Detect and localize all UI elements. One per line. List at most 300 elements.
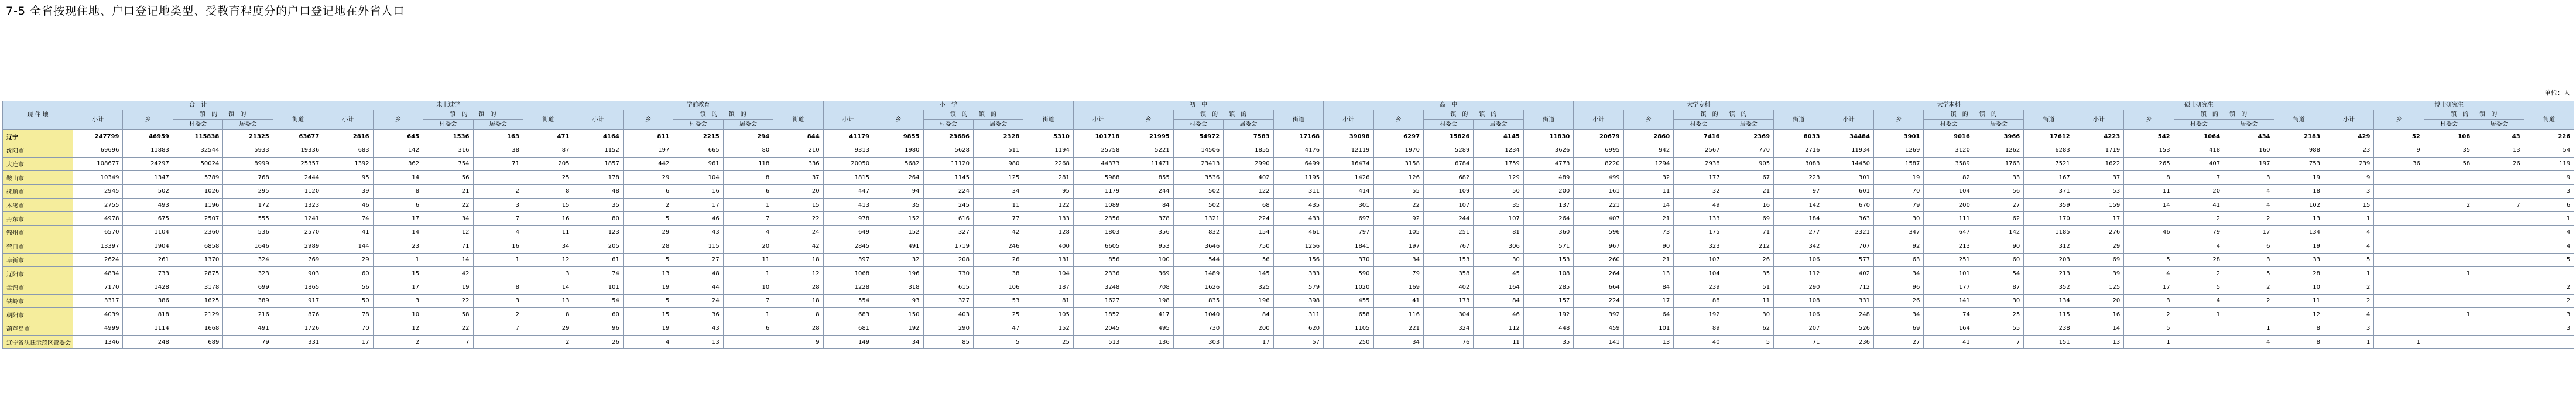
table-row [3, 198, 2574, 211]
table-row [3, 143, 2574, 157]
value-cell: 1020 [1324, 280, 1373, 294]
value-cell: 1904 [123, 239, 173, 253]
value-cell: 7 [723, 212, 773, 225]
value-cell: 5988 [1073, 171, 1123, 184]
value-cell: 12 [773, 266, 823, 280]
value-cell: 8 [523, 184, 573, 198]
value-cell [2374, 184, 2424, 198]
value-cell: 95 [1023, 184, 1073, 198]
value-cell: 447 [823, 184, 873, 198]
value-cell: 35 [573, 198, 623, 211]
value-cell: 499 [1574, 171, 1623, 184]
value-cell [2424, 253, 2474, 266]
value-cell: 105 [1373, 225, 1423, 239]
value-cell: 1 [373, 253, 423, 266]
value-cell: 33 [1974, 171, 2023, 184]
value-cell: 47 [973, 321, 1023, 335]
value-cell: 3 [2324, 321, 2373, 335]
value-cell: 336 [773, 157, 823, 170]
value-cell: 244 [1123, 184, 1173, 198]
group-header: 博士研究生 [2324, 101, 2574, 110]
value-cell: 1145 [923, 171, 973, 184]
value-cell: 4 [2224, 335, 2274, 348]
sub-header: 村委会 [2424, 120, 2474, 130]
value-cell: 536 [223, 225, 273, 239]
value-cell: 17168 [1273, 130, 1323, 143]
value-cell: 11 [2274, 294, 2324, 307]
value-cell: 223 [1774, 171, 1824, 184]
value-cell: 152 [873, 225, 923, 239]
value-cell: 2507 [173, 212, 222, 225]
value-cell: 13 [1623, 335, 1673, 348]
value-cell: 324 [1423, 321, 1473, 335]
value-cell: 11 [973, 198, 1023, 211]
value-cell: 22 [1373, 198, 1423, 211]
value-cell: 244 [1423, 212, 1473, 225]
value-cell: 1980 [873, 143, 923, 157]
value-cell: 325 [1224, 280, 1273, 294]
value-cell: 407 [2174, 157, 2224, 170]
value-cell: 8 [473, 280, 523, 294]
value-cell: 261 [123, 253, 173, 266]
value-cell: 35 [873, 198, 923, 211]
value-cell [2174, 335, 2224, 348]
value-cell: 277 [1774, 225, 1824, 239]
value-cell: 101718 [1073, 130, 1123, 143]
value-cell: 19 [2274, 239, 2324, 253]
value-cell: 285 [1523, 280, 1573, 294]
value-cell: 81 [1023, 294, 1073, 307]
value-cell: 26 [1873, 294, 1923, 307]
value-cell: 1 [723, 198, 773, 211]
value-cell: 19 [423, 280, 473, 294]
value-cell: 142 [373, 143, 423, 157]
value-cell: 197 [1373, 239, 1423, 253]
table-row [3, 212, 2574, 225]
value-cell: 1114 [123, 321, 173, 335]
value-cell: 21 [1623, 212, 1673, 225]
value-cell: 153 [1523, 253, 1573, 266]
table-row [3, 308, 2574, 321]
value-cell: 27 [1974, 198, 2023, 211]
value-cell: 5 [973, 335, 1023, 348]
value-cell: 3 [2524, 184, 2574, 198]
value-cell: 17 [373, 280, 423, 294]
value-cell: 12 [373, 321, 423, 335]
value-cell [2224, 308, 2274, 321]
value-cell: 5 [2124, 253, 2174, 266]
value-cell: 471 [523, 130, 573, 143]
table-row [3, 225, 2574, 239]
value-cell: 108677 [73, 157, 123, 170]
value-cell: 248 [1824, 308, 1873, 321]
value-cell: 1 [2424, 308, 2474, 321]
value-cell: 106 [1774, 253, 1824, 266]
value-cell: 4 [2324, 225, 2373, 239]
value-cell: 683 [823, 308, 873, 321]
value-cell: 16474 [1324, 157, 1373, 170]
value-cell: 12 [423, 225, 473, 239]
value-cell [2374, 266, 2424, 280]
value-cell: 555 [223, 212, 273, 225]
value-cell: 11 [2124, 184, 2174, 198]
value-cell: 903 [273, 266, 323, 280]
value-cell: 42 [973, 225, 1023, 239]
value-cell: 281 [1023, 171, 1073, 184]
value-cell: 141 [1574, 335, 1623, 348]
value-cell: 221 [1574, 198, 1623, 211]
value-cell: 73 [1623, 225, 1673, 239]
value-cell: 11934 [1824, 143, 1873, 157]
value-cell: 8220 [1574, 157, 1623, 170]
value-cell: 221 [1373, 321, 1423, 335]
value-cell: 34 [1373, 335, 1423, 348]
value-cell: 69 [1724, 212, 1773, 225]
value-cell: 11 [1724, 294, 1773, 307]
value-cell: 55 [1974, 321, 2023, 335]
value-cell: 327 [923, 294, 973, 307]
sub-header: 街道 [273, 110, 323, 130]
value-cell: 15 [373, 266, 423, 280]
value-cell: 46 [1474, 308, 1523, 321]
value-cell: 192 [873, 321, 923, 335]
table-row [3, 294, 2574, 307]
value-cell: 74 [573, 266, 623, 280]
value-cell: 134 [2274, 225, 2324, 239]
value-cell: 92 [1373, 212, 1423, 225]
table-row [3, 266, 2574, 280]
value-cell: 2356 [1073, 212, 1123, 225]
value-cell: 616 [923, 212, 973, 225]
value-cell: 324 [223, 253, 273, 266]
value-cell: 55 [1373, 184, 1423, 198]
value-cell: 769 [273, 253, 323, 266]
value-cell: 4773 [1523, 157, 1573, 170]
value-cell: 90 [1623, 239, 1673, 253]
value-cell: 1426 [1324, 171, 1373, 184]
value-cell: 2 [623, 198, 673, 211]
value-cell: 9313 [823, 143, 873, 157]
value-cell: 13 [1623, 266, 1673, 280]
sub-header: 居委会 [1224, 120, 1273, 130]
value-cell [2374, 308, 2424, 321]
value-cell: 1321 [1173, 212, 1223, 225]
value-cell: 18 [773, 294, 823, 307]
value-cell: 855 [1123, 171, 1173, 184]
value-cell: 71 [1724, 225, 1773, 239]
value-cell: 17 [323, 335, 373, 348]
value-cell: 43 [2474, 130, 2524, 143]
value-cell: 35 [1724, 266, 1773, 280]
value-cell: 68 [1224, 198, 1273, 211]
value-cell: 79 [223, 335, 273, 348]
value-cell: 149 [823, 335, 873, 348]
value-cell: 832 [1173, 225, 1223, 239]
value-cell: 105 [1023, 308, 1073, 321]
value-cell: 122 [1023, 198, 1073, 211]
value-cell: 56 [323, 280, 373, 294]
value-cell: 13397 [73, 239, 123, 253]
value-cell: 489 [1523, 171, 1573, 184]
value-cell: 104 [673, 171, 723, 184]
value-cell: 1241 [273, 212, 323, 225]
value-cell: 1105 [1324, 321, 1373, 335]
value-cell: 24 [773, 225, 823, 239]
value-cell: 104 [1023, 266, 1073, 280]
value-cell: 11 [723, 253, 773, 266]
value-cell: 1815 [823, 171, 873, 184]
value-cell: 29 [623, 171, 673, 184]
value-cell: 115838 [173, 130, 222, 143]
sub-header: 村委会 [1173, 120, 1223, 130]
region-cell: 阜新市 [3, 253, 73, 266]
value-cell: 32544 [173, 143, 222, 157]
value-cell: 19 [623, 280, 673, 294]
value-cell: 3 [473, 294, 523, 307]
value-cell: 160 [2224, 143, 2274, 157]
value-cell: 712 [1824, 280, 1873, 294]
value-cell: 107 [1674, 253, 1724, 266]
value-cell: 11 [1474, 335, 1523, 348]
value-cell: 208 [923, 253, 973, 266]
value-cell: 112 [1774, 266, 1824, 280]
value-cell: 156 [1273, 253, 1323, 266]
value-cell: 20679 [1574, 130, 1623, 143]
value-cell: 111 [1924, 212, 1974, 225]
value-cell: 48 [673, 266, 723, 280]
value-cell: 123 [573, 225, 623, 239]
value-cell: 301 [1824, 171, 1873, 184]
value-cell: 1 [473, 253, 523, 266]
value-cell: 1803 [1073, 225, 1123, 239]
table-row [3, 157, 2574, 170]
value-cell: 43 [673, 321, 723, 335]
value-cell: 730 [923, 266, 973, 280]
value-cell: 2 [2524, 294, 2574, 307]
value-cell: 544 [1173, 253, 1223, 266]
value-cell [2124, 212, 2174, 225]
value-cell: 6 [623, 184, 673, 198]
value-cell: 19336 [273, 143, 323, 157]
table-row [3, 171, 2574, 184]
value-cell: 491 [223, 321, 273, 335]
value-cell: 3248 [1073, 280, 1123, 294]
value-cell: 20050 [823, 157, 873, 170]
value-cell: 1068 [823, 266, 873, 280]
data-table [2, 101, 2574, 349]
sub-header: 小计 [573, 110, 623, 130]
value-cell: 28 [2274, 266, 2324, 280]
value-cell: 23413 [1173, 157, 1223, 170]
value-cell: 6 [723, 321, 773, 335]
value-cell: 71 [473, 157, 523, 170]
value-cell: 2938 [1674, 157, 1724, 170]
value-cell: 2 [2224, 212, 2274, 225]
sub-header: 小计 [1574, 110, 1623, 130]
value-cell: 264 [1523, 212, 1573, 225]
value-cell: 1646 [223, 239, 273, 253]
value-cell: 251 [1423, 225, 1473, 239]
value-cell: 153 [1423, 253, 1473, 266]
value-cell: 40 [1674, 335, 1724, 348]
value-cell: 46 [673, 212, 723, 225]
value-cell: 116 [1373, 308, 1423, 321]
value-cell: 1536 [423, 130, 473, 143]
value-cell: 13 [2274, 212, 2324, 225]
value-cell: 429 [2324, 130, 2373, 143]
value-cell: 844 [773, 130, 823, 143]
value-cell: 2570 [273, 225, 323, 239]
value-cell: 14506 [1173, 143, 1223, 157]
value-cell: 34484 [1824, 130, 1873, 143]
value-cell: 1763 [1974, 157, 2023, 170]
value-cell [2174, 321, 2224, 335]
value-cell: 38 [973, 266, 1023, 280]
value-cell [2374, 171, 2424, 184]
value-cell: 14 [423, 253, 473, 266]
sub-header: 村委会 [423, 120, 473, 130]
value-cell: 978 [823, 212, 873, 225]
value-cell: 34 [1373, 253, 1423, 266]
value-cell: 32 [1623, 171, 1673, 184]
value-cell: 1865 [273, 280, 323, 294]
value-cell [2424, 321, 2474, 335]
value-cell: 5 [623, 212, 673, 225]
value-cell: 46 [323, 198, 373, 211]
value-cell [2374, 239, 2424, 253]
value-cell: 750 [1224, 239, 1273, 253]
sub-header: 乡 [1373, 110, 1423, 130]
value-cell: 502 [1173, 198, 1223, 211]
sub-header: 街道 [2274, 110, 2324, 130]
value-cell: 10 [2274, 280, 2324, 294]
value-cell: 57 [1273, 335, 1323, 348]
sub-header-spacer: 镇 的 镇 的 [673, 110, 773, 120]
value-cell [2374, 253, 2424, 266]
sub-header: 乡 [2124, 110, 2174, 130]
value-cell: 356 [1123, 225, 1173, 239]
value-cell: 4999 [73, 321, 123, 335]
value-cell: 435 [1273, 198, 1323, 211]
sub-header: 乡 [873, 110, 923, 130]
value-cell: 1392 [323, 157, 373, 170]
value-cell: 54 [1974, 266, 2023, 280]
value-cell: 152 [873, 212, 923, 225]
value-cell: 6858 [173, 239, 222, 253]
value-cell: 94 [873, 184, 923, 198]
value-cell: 159 [2074, 198, 2123, 211]
value-cell: 590 [1324, 266, 1373, 280]
value-cell: 79 [1373, 266, 1423, 280]
value-cell: 125 [973, 171, 1023, 184]
value-cell: 418 [2174, 143, 2224, 157]
value-cell: 9 [2374, 143, 2424, 157]
value-cell: 1841 [1324, 239, 1373, 253]
sub-header: 居委会 [223, 120, 273, 130]
value-cell: 7 [423, 335, 473, 348]
value-cell: 80 [723, 143, 773, 157]
value-cell: 331 [273, 335, 323, 348]
value-cell: 1294 [1623, 157, 1673, 170]
value-cell: 1120 [273, 184, 323, 198]
value-cell: 835 [1173, 294, 1223, 307]
value-cell: 200 [1924, 198, 1974, 211]
sub-header: 乡 [123, 110, 173, 130]
value-cell: 4 [473, 225, 523, 239]
value-cell: 69 [2074, 253, 2123, 266]
sub-header-spacer: 镇 的 镇 的 [173, 110, 273, 120]
value-cell: 30 [1873, 212, 1923, 225]
value-cell: 115 [673, 239, 723, 253]
value-cell: 2215 [673, 130, 723, 143]
value-cell: 8 [773, 308, 823, 321]
value-cell: 150 [873, 308, 923, 321]
value-cell: 88 [1674, 294, 1724, 307]
value-cell: 28 [623, 239, 673, 253]
value-cell: 12119 [1324, 143, 1373, 157]
value-cell: 20 [2174, 184, 2224, 198]
value-cell: 4978 [73, 212, 123, 225]
value-cell: 96 [1873, 280, 1923, 294]
value-cell: 1152 [573, 143, 623, 157]
value-cell: 13 [2474, 143, 2524, 157]
value-cell: 1852 [1073, 308, 1123, 321]
sub-header: 居委会 [973, 120, 1023, 130]
value-cell: 2 [2424, 198, 2474, 211]
value-cell: 101 [573, 280, 623, 294]
value-cell: 109 [1423, 184, 1473, 198]
value-cell: 303 [1173, 335, 1223, 348]
value-cell: 50024 [173, 157, 222, 170]
region-cell: 盘锦市 [3, 280, 73, 294]
value-cell: 352 [2024, 280, 2074, 294]
value-cell: 708 [1123, 280, 1173, 294]
value-cell: 250 [1324, 335, 1373, 348]
value-cell: 161 [1574, 184, 1623, 198]
group-header: 初 中 [1073, 101, 1323, 110]
sub-header: 小计 [2324, 110, 2373, 130]
value-cell [2474, 335, 2524, 348]
value-cell [2474, 239, 2524, 253]
value-cell: 2989 [273, 239, 323, 253]
value-cell: 51 [1724, 280, 1773, 294]
value-cell: 10349 [73, 171, 123, 184]
value-cell: 53 [2074, 184, 2123, 198]
value-cell: 224 [1224, 212, 1273, 225]
value-cell: 104 [1674, 266, 1724, 280]
value-cell: 154 [1224, 225, 1273, 239]
value-cell: 295 [223, 184, 273, 198]
group-header: 未上过学 [323, 101, 573, 110]
value-cell: 1346 [73, 335, 123, 348]
value-cell: 3178 [173, 280, 222, 294]
value-cell: 8 [2124, 171, 2174, 184]
value-cell: 323 [1674, 239, 1724, 253]
value-cell: 433 [1273, 212, 1323, 225]
value-cell: 100 [1123, 253, 1173, 266]
value-cell: 455 [1324, 294, 1373, 307]
value-cell: 461 [1273, 225, 1323, 239]
value-cell: 87 [1974, 280, 2023, 294]
value-cell: 43 [673, 225, 723, 239]
value-cell: 142 [1974, 225, 2023, 239]
value-cell [2474, 171, 2524, 184]
value-cell: 27 [1873, 335, 1923, 348]
value-cell: 19 [623, 321, 673, 335]
value-cell: 4 [2174, 294, 2224, 307]
value-cell: 42 [423, 266, 473, 280]
value-cell: 60 [1974, 253, 2023, 266]
